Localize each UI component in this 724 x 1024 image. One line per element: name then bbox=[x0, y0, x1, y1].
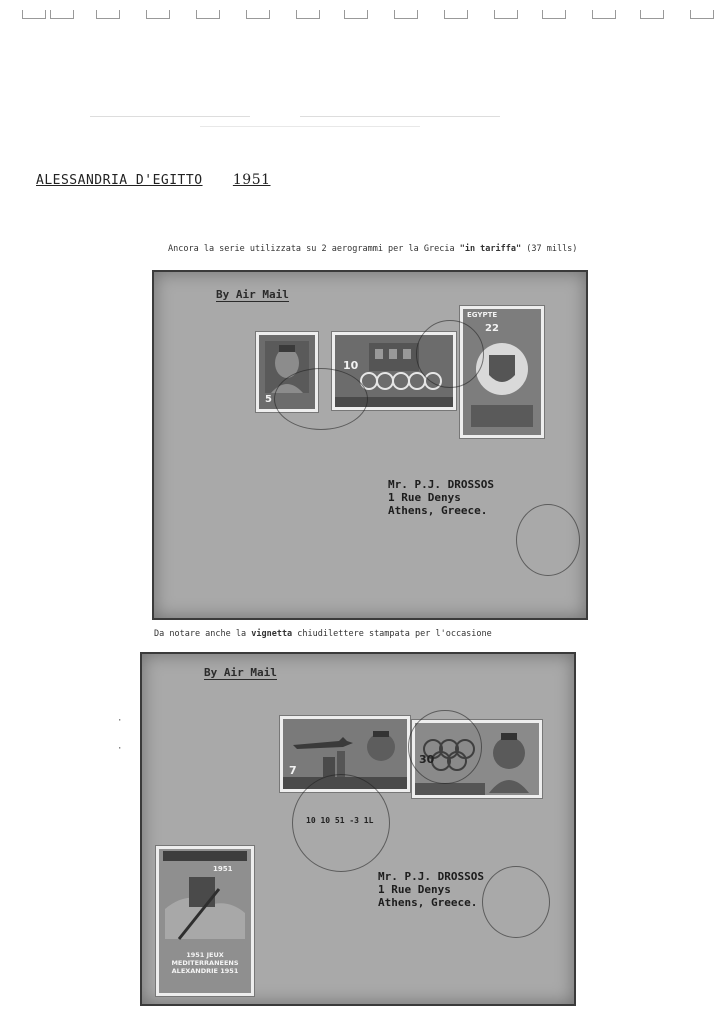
title-place: ALESSANDRIA D'EGITTO bbox=[36, 173, 203, 188]
vignette-image bbox=[159, 849, 251, 993]
postmark bbox=[482, 866, 550, 938]
binder-tick bbox=[690, 10, 714, 19]
binder-tick bbox=[96, 10, 120, 19]
scan-mark: · bbox=[117, 716, 123, 726]
caption-middle-bold: vignetta bbox=[251, 629, 293, 639]
caption-middle bbox=[154, 629, 492, 639]
title-year: 1951 bbox=[232, 172, 271, 188]
binder-tick bbox=[640, 10, 664, 19]
binder-tick bbox=[22, 10, 46, 19]
binder-tick bbox=[542, 10, 566, 19]
stamp-value: 30 bbox=[419, 753, 435, 766]
stamp-country: EGYPTE bbox=[467, 311, 498, 319]
stamp-value: 22 bbox=[485, 323, 499, 334]
air-mail-label: By Air Mail bbox=[216, 288, 289, 301]
stamp-value: 10 bbox=[343, 359, 359, 372]
cover-1 bbox=[152, 270, 588, 620]
binder-tick bbox=[146, 10, 170, 19]
address-line: 1 Rue Denys bbox=[378, 883, 451, 896]
caption-top-text-end: (37 mills) bbox=[521, 244, 578, 254]
vignette-label bbox=[156, 846, 254, 996]
postmark bbox=[516, 504, 580, 576]
caption-top-text: Ancora la serie utilizzata su 2 aerogrammi per la Grecia bbox=[168, 244, 460, 254]
vignette-year: 1951 bbox=[213, 865, 233, 873]
address-line: Athens, Greece. bbox=[388, 504, 488, 517]
caption-middle-text-end: chiudilettere stampata per l'occasione bbox=[292, 629, 492, 639]
binder-tick bbox=[444, 10, 468, 19]
stamp-value: 5 bbox=[265, 394, 272, 405]
stamp-value: 7 bbox=[289, 764, 297, 777]
binder-tick bbox=[394, 10, 418, 19]
postmark bbox=[274, 368, 368, 430]
binder-tick bbox=[344, 10, 368, 19]
vignette-text bbox=[163, 951, 247, 975]
binder-tick bbox=[246, 10, 270, 19]
address-line: Athens, Greece. bbox=[378, 896, 478, 909]
scan-artifact-line bbox=[90, 116, 250, 117]
scan-artifact-line bbox=[300, 116, 500, 117]
postmark bbox=[408, 710, 482, 784]
caption-middle-text: Da notare anche la bbox=[154, 629, 252, 639]
address-block bbox=[388, 478, 494, 517]
page-title bbox=[36, 172, 271, 188]
scan-artifact-line bbox=[200, 126, 420, 127]
address-line: Mr. P.J. DROSSOS bbox=[378, 870, 484, 883]
binder-tick bbox=[50, 10, 74, 19]
address-line: Mr. P.J. DROSSOS bbox=[388, 478, 494, 491]
binder-tick bbox=[296, 10, 320, 19]
caption-top-bold: "in tariffa" bbox=[459, 244, 522, 254]
postmark-date: 10 10 51 -3 1L bbox=[306, 816, 374, 825]
address-line: 1 Rue Denys bbox=[388, 491, 461, 504]
vignette-line: ALEXANDRIE 1951 bbox=[171, 967, 239, 975]
address-block bbox=[378, 870, 484, 909]
binder-tick bbox=[494, 10, 518, 19]
cover-2 bbox=[140, 652, 576, 1006]
scan-mark: · bbox=[117, 744, 123, 754]
binder-tick bbox=[592, 10, 616, 19]
vignette-line: MEDITERRANEENS bbox=[171, 959, 239, 967]
air-mail-label: By Air Mail bbox=[204, 666, 277, 679]
vignette-line: 1951 JEUX bbox=[186, 951, 224, 959]
caption-top bbox=[168, 244, 577, 254]
postmark bbox=[416, 320, 484, 388]
binder-tick bbox=[196, 10, 220, 19]
